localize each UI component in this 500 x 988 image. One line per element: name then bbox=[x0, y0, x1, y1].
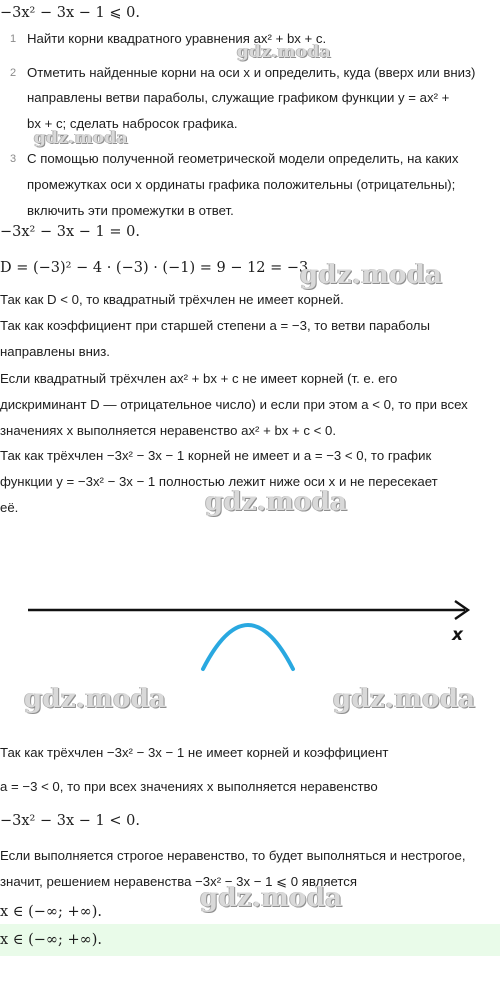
final-set: x ∈ (−∞; +∞). bbox=[0, 904, 103, 920]
parabola-curve bbox=[203, 625, 293, 669]
step-text: промежутках оси x ординаты графика положительны (отрицательны); bbox=[27, 177, 456, 192]
paragraph-line: значениях x выполняется неравенство ax² + bx + c < 0. bbox=[0, 423, 337, 438]
watermark: gdz.moda bbox=[237, 42, 331, 62]
conclusion-line: Так как трёхчлен −3x² − 3x − 1 не имеет корней и коэффициент bbox=[0, 745, 389, 760]
watermark: gdz.moda bbox=[200, 883, 343, 913]
step-number: 1 bbox=[10, 33, 17, 45]
paragraph-line: Так как коэффициент при старшей степени a = −3, то ветви параболы bbox=[0, 318, 430, 333]
x-axis-label: x bbox=[452, 625, 463, 645]
watermark: gdz.moda bbox=[24, 684, 167, 714]
paragraph-line: дискриминант D — отрицательное число) и если при этом a < 0, то при всех bbox=[0, 397, 468, 412]
watermark: gdz.moda bbox=[205, 487, 348, 517]
paragraph-line: её. bbox=[0, 500, 19, 515]
parabola-sketch bbox=[0, 585, 500, 685]
discriminant-formula: D = (−3)² − 4 · (−3) · (−1) = 9 − 12 = −3 bbox=[0, 260, 309, 276]
step-text: Найти корни квадратного уравнения ax² + bx + c. bbox=[27, 31, 327, 46]
equation: −3x² − 3x − 1 = 0. bbox=[0, 224, 140, 240]
step-number: 3 bbox=[10, 153, 17, 165]
top-inequality: −3x² − 3x − 1 ⩽ 0. bbox=[0, 5, 140, 21]
step-text: включить эти промежутки в ответ. bbox=[27, 203, 234, 218]
answer: x ∈ (−∞; +∞). bbox=[0, 932, 103, 948]
watermark: gdz.moda bbox=[34, 128, 128, 148]
paragraph-line: Если квадратный трёхчлен ax² + bx + c не имеет корней (т. е. его bbox=[0, 371, 398, 386]
step-text: Отметить найденные корни на оси x и определить, куда (вверх или вниз) bbox=[27, 65, 476, 80]
step-text: С помощью полученной геометрической модели определить, на каких bbox=[27, 151, 459, 166]
step-text: bx + c; сделать набросок графика. bbox=[27, 116, 238, 131]
step-number: 2 bbox=[10, 67, 17, 79]
paragraph-line: направлены вниз. bbox=[0, 344, 110, 359]
final-line: значит, решением неравенства −3x² − 3x − 1 ⩽ 0 является bbox=[0, 874, 357, 889]
final-line: Если выполняется строгое неравенство, то будет выполняться и нестрогое, bbox=[0, 848, 466, 863]
paragraph-line: Так как трёхчлен −3x² − 3x − 1 корней не имеет и a = −3 < 0, то график bbox=[0, 448, 432, 463]
paragraph-line: функции y = −3x² − 3x − 1 полностью лежит ниже оси x и не пересекает bbox=[0, 474, 438, 489]
watermark: gdz.moda bbox=[333, 684, 476, 714]
conclusion-line: a = −3 < 0, то при всех значениях x выполняется неравенство bbox=[0, 779, 378, 794]
step-text: направлены ветви параболы, служащие графиком функции y = ax² + bbox=[27, 90, 450, 105]
watermark: gdz.moda bbox=[300, 260, 443, 290]
paragraph-line: Так как D < 0, то квадратный трёхчлен не имеет корней. bbox=[0, 292, 344, 307]
conclusion-inequality: −3x² − 3x − 1 < 0. bbox=[0, 813, 140, 829]
